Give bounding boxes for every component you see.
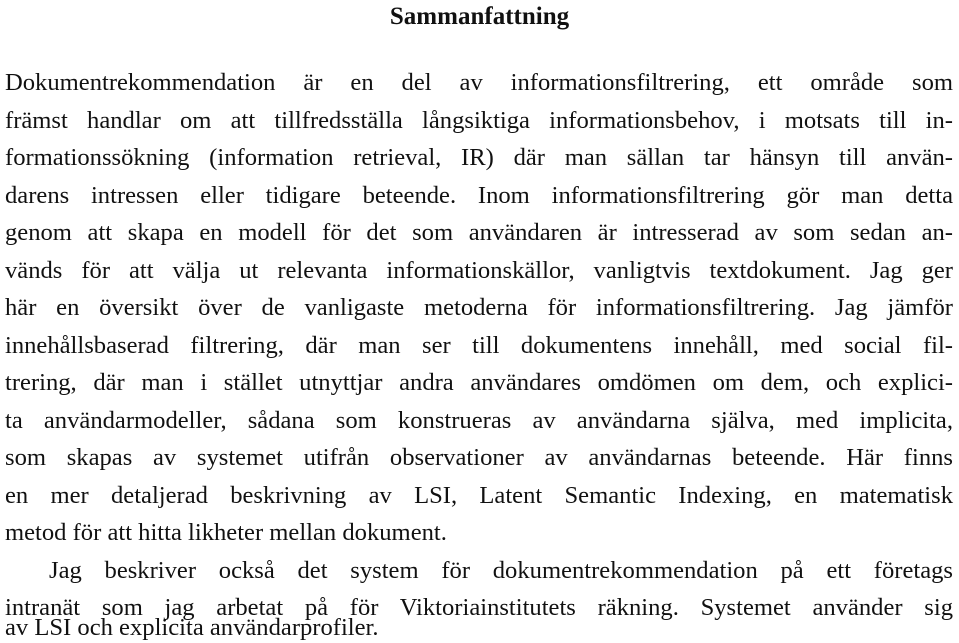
text-line: darens intressen eller tidigare beteende. Inom informationsfiltrering gör man detta — [5, 182, 953, 209]
text-line: ta användarmodeller, sådana som konstrueras av användarna själva, med implicita, — [5, 407, 953, 434]
text-line: innehållsbaserad filtrering, där man ser till dokumentens innehåll, med social fil- — [5, 332, 953, 359]
text-line: en mer detaljerad beskrivning av LSI, Latent Semantic Indexing, en matematisk — [5, 482, 953, 509]
text-line: formationssökning (information retrieval, IR) där man sällan tar hänsyn till använ- — [5, 144, 953, 171]
text-line: Dokumentrekommendation är en del av informationsfiltrering, ett område som — [5, 69, 953, 96]
text-line: här en översikt över de vanligaste metoderna för informationsfiltrering. Jag jämför — [5, 294, 953, 321]
text-line: Jag beskriver också det system för dokumentrekommendation på ett företags — [49, 557, 953, 584]
text-line: som skapas av systemet utifrån observationer av användarnas beteende. Här finns — [5, 444, 953, 471]
text-line: intranät som jag arbetat på för Viktoriainstitutets räkning. Systemet använder sig — [5, 594, 953, 621]
text-line: främst handlar om att tillfredsställa långsiktiga informationsbehov, i motsats till in- — [5, 107, 953, 134]
text-line: vänds för att välja ut relevanta informationskällor, vanligtvis textdokument. Jag ger — [5, 257, 953, 284]
text-line: metod för att hitta likheter mellan dokument. — [5, 519, 447, 546]
text-line: trering, där man i stället utnyttjar andra användares omdömen om dem, och explici- — [5, 369, 953, 396]
text-line: av LSI och explicita användarprofiler. — [5, 614, 379, 641]
text-line: genom att skapa en modell för det som användaren är intresserad av som sedan an- — [5, 219, 953, 246]
page-title: Sammanfattning — [389, 3, 570, 30]
